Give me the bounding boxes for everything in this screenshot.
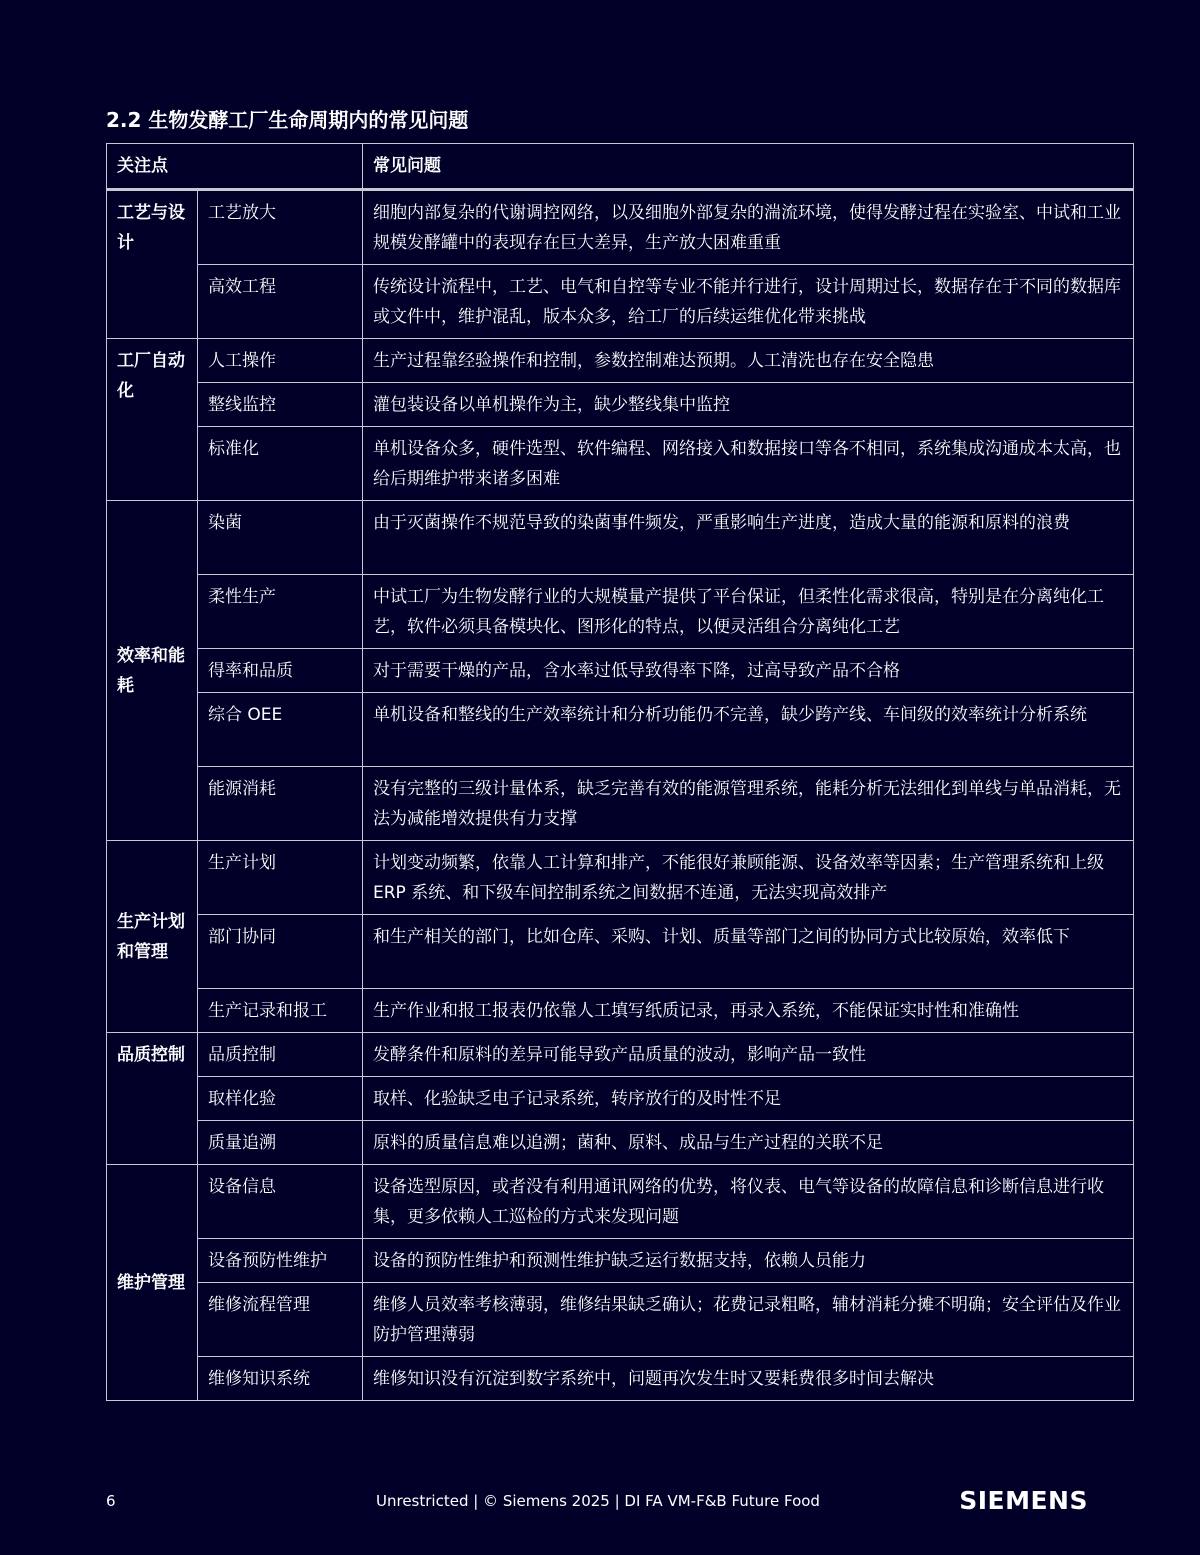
siemens-logo: SIEMENS xyxy=(959,1486,1088,1515)
table-row xyxy=(107,767,1134,841)
footer-copyright: Unrestricted | © Siemens 2025 | DI FA VM-F&B Future Food xyxy=(376,1492,820,1510)
issue-cell: 设备的预防性维护和预测性维护缺乏运行数据支持，依赖人员能力 xyxy=(363,1239,1134,1283)
category-cell: 工艺与设计 xyxy=(107,190,198,339)
subtopic-cell: 柔性生产 xyxy=(198,575,363,649)
table-body xyxy=(107,190,1134,1401)
category-cell: 工厂自动化 xyxy=(107,339,198,501)
table-header-row xyxy=(107,144,1134,190)
issue-cell: 单机设备众多，硬件选型、软件编程、网络接入和数据接口等各不相同，系统集成沟通成本太高，也给后期维护带来诸多困难 xyxy=(363,427,1134,501)
table-row xyxy=(107,1165,1134,1239)
subtopic-cell: 人工操作 xyxy=(198,339,363,383)
table-row xyxy=(107,693,1134,767)
table-row xyxy=(107,339,1134,383)
table-row xyxy=(107,841,1134,915)
subtopic-cell: 生产记录和报工 xyxy=(198,989,363,1033)
table-row xyxy=(107,1239,1134,1283)
issue-cell: 维修人员效率考核薄弱，维修结果缺乏确认；花费记录粗略，辅材消耗分摊不明确；安全评估及作业防护管理薄弱 xyxy=(363,1283,1134,1357)
issue-cell: 灌包装设备以单机操作为主，缺少整线集中监控 xyxy=(363,383,1134,427)
subtopic-cell: 得率和品质 xyxy=(198,649,363,693)
issue-cell: 细胞内部复杂的代谢调控网络，以及细胞外部复杂的湍流环境，使得发酵过程在实验室、中试和工业规模发酵罐中的表现存在巨大差异，生产放大困难重重 xyxy=(363,190,1134,265)
issue-cell: 没有完整的三级计量体系，缺乏完善有效的能源管理系统，能耗分析无法细化到单线与单品消耗，无法为减能增效提供有力支撑 xyxy=(363,767,1134,841)
issue-cell: 和生产相关的部门，比如仓库、采购、计划、质量等部门之间的协同方式比较原始，效率低下 xyxy=(363,915,1134,989)
subtopic-cell: 能源消耗 xyxy=(198,767,363,841)
category-cell: 品质控制 xyxy=(107,1033,198,1165)
issue-cell: 设备选型原因，或者没有利用通讯网络的优势，将仪表、电气等设备的故障信息和诊断信息进行收集，更多依赖人工巡检的方式来发现问题 xyxy=(363,1165,1134,1239)
page-number: 6 xyxy=(106,1492,116,1510)
issue-cell: 中试工厂为生物发酵行业的大规模量产提供了平台保证，但柔性化需求很高，特别是在分离纯化工艺，软件必须具备模块化、图形化的特点，以便灵活组合分离纯化工艺 xyxy=(363,575,1134,649)
issue-cell: 生产作业和报工报表仍依靠人工填写纸质记录，再录入系统，不能保证实时性和准确性 xyxy=(363,989,1134,1033)
page-footer xyxy=(0,1486,1200,1516)
header-issues: 常见问题 xyxy=(363,144,1134,190)
issue-cell: 原料的质量信息难以追溯；菌种、原料、成品与生产过程的关联不足 xyxy=(363,1121,1134,1165)
table-row xyxy=(107,915,1134,989)
table-row xyxy=(107,989,1134,1033)
issue-cell: 取样、化验缺乏电子记录系统，转序放行的及时性不足 xyxy=(363,1077,1134,1121)
category-cell: 效率和能耗 xyxy=(107,501,198,841)
issue-cell: 单机设备和整线的生产效率统计和分析功能仍不完善，缺少跨产线、车间级的效率统计分析系统 xyxy=(363,693,1134,767)
subtopic-cell: 部门协同 xyxy=(198,915,363,989)
table-row xyxy=(107,1121,1134,1165)
header-focus: 关注点 xyxy=(107,144,363,190)
issue-cell: 发酵条件和原料的差异可能导致产品质量的波动，影响产品一致性 xyxy=(363,1033,1134,1077)
table-row xyxy=(107,1357,1134,1401)
subtopic-cell: 综合 OEE xyxy=(198,693,363,767)
subtopic-cell: 维修流程管理 xyxy=(198,1283,363,1357)
table-row xyxy=(107,1283,1134,1357)
subtopic-cell: 生产计划 xyxy=(198,841,363,915)
table-row xyxy=(107,383,1134,427)
subtopic-cell: 品质控制 xyxy=(198,1033,363,1077)
table-row xyxy=(107,575,1134,649)
table-row xyxy=(107,1033,1134,1077)
subtopic-cell: 维修知识系统 xyxy=(198,1357,363,1401)
issue-cell: 传统设计流程中，工艺、电气和自控等专业不能并行进行，设计周期过长，数据存在于不同的数据库或文件中，维护混乱，版本众多，给工厂的后续运维优化带来挑战 xyxy=(363,265,1134,339)
issues-table xyxy=(106,143,1134,1401)
subtopic-cell: 设备信息 xyxy=(198,1165,363,1239)
subtopic-cell: 质量追溯 xyxy=(198,1121,363,1165)
issue-cell: 计划变动频繁，依靠人工计算和排产，不能很好兼顾能源、设备效率等因素；生产管理系统和上级 ERP 系统、和下级车间控制系统之间数据不连通，无法实现高效排产 xyxy=(363,841,1134,915)
subtopic-cell: 取样化验 xyxy=(198,1077,363,1121)
table-row xyxy=(107,649,1134,693)
subtopic-cell: 设备预防性维护 xyxy=(198,1239,363,1283)
table-row xyxy=(107,190,1134,265)
issue-cell: 维修知识没有沉淀到数字系统中，问题再次发生时又要耗费很多时间去解决 xyxy=(363,1357,1134,1401)
table-row xyxy=(107,265,1134,339)
category-cell: 生产计划和管理 xyxy=(107,841,198,1033)
category-cell: 维护管理 xyxy=(107,1165,198,1401)
issue-cell: 由于灭菌操作不规范导致的染菌事件频发，严重影响生产进度，造成大量的能源和原料的浪费 xyxy=(363,501,1134,575)
issue-cell: 对于需要干燥的产品，含水率过低导致得率下降，过高导致产品不合格 xyxy=(363,649,1134,693)
issue-cell: 生产过程靠经验操作和控制，参数控制难达预期。人工清洗也存在安全隐患 xyxy=(363,339,1134,383)
table-row xyxy=(107,1077,1134,1121)
section-title: 2.2 生物发酵工厂生命周期内的常见问题 xyxy=(106,108,469,132)
subtopic-cell: 整线监控 xyxy=(198,383,363,427)
subtopic-cell: 工艺放大 xyxy=(198,190,363,265)
subtopic-cell: 染菌 xyxy=(198,501,363,575)
table-row xyxy=(107,501,1134,575)
table-row xyxy=(107,427,1134,501)
subtopic-cell: 标准化 xyxy=(198,427,363,501)
subtopic-cell: 高效工程 xyxy=(198,265,363,339)
